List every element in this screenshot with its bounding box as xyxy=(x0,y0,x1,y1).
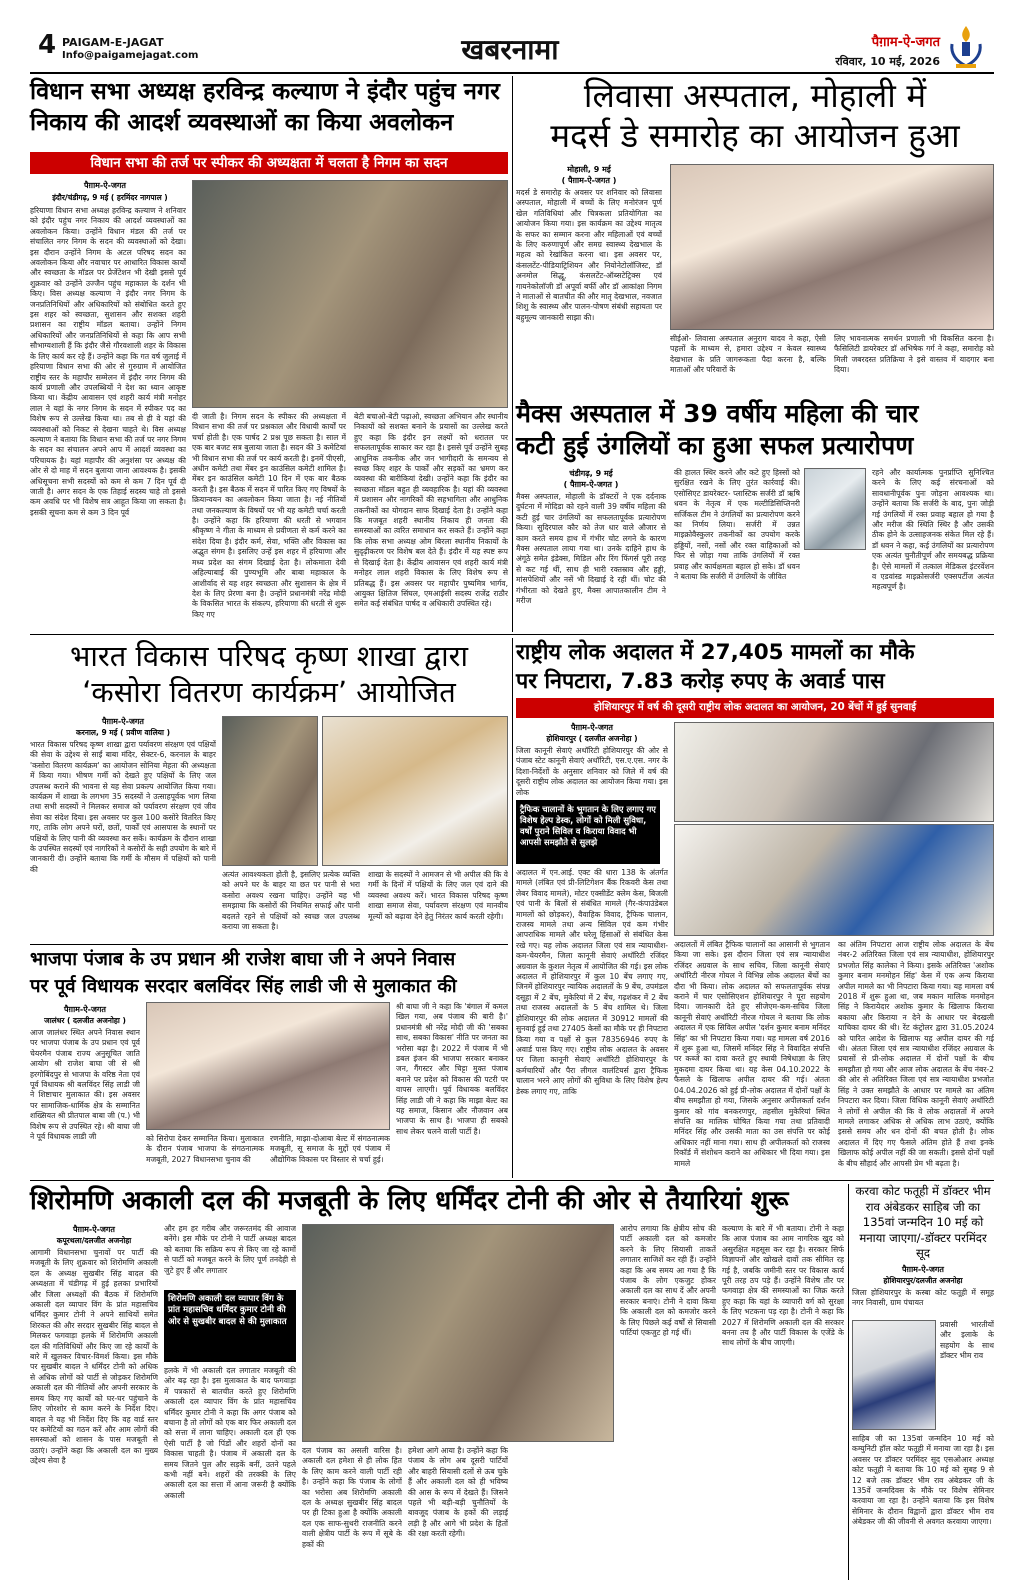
byline: ( पैग़ाम-ऐ-जगत ) xyxy=(563,480,619,489)
story-body-col4: श्री बाघा जी ने कहा कि 'बंगाल में कमल खिल गया, अब पंजाब की बारी है।' प्रधानमंत्री श्री नरेंद्र मोदी जी की 'सबका साथ, सबका विकास' नीति पर जनता का भरोसा बढ़ा है। 2022 में पंजाब में भी डबल इंजन की भाजपा सरकार बनाकर जन, गैंगस्टर और चिट्टा मुक्त पंजाब बनाने पर प्रदेश को विकास की पटरी पर वापस लाएगी। पूर्व विधायक बलविंदर सिंह लाडी जी ने कहा कि माझा बेल्ट का यह समाज, किसान और नौजवान अब भाजपा के साथ है। भाजपा ही सबको साथ लेकर चलने वाली पार्टी है। xyxy=(396,1002,508,1136)
photo-akali-dal xyxy=(302,1224,614,1442)
callout-box: ट्रैफिक चालानों के भुगतान के लिए लगाए गए विशेष हेल्प डेस्क, लोगों को मिली सुविधा, वर्षों पुराने सिविल व किराया विवाद भी आपसी समझौते से सुलझे xyxy=(516,800,660,864)
subhead-bar: विधान सभा की तर्ज पर स्पीकर की अध्यक्षता में चलता है निगम का सदन xyxy=(30,152,508,174)
section-title: खबरनामा xyxy=(461,33,559,66)
column-divider xyxy=(512,76,513,632)
story-body: साहिब जी का 135वां जन्मदिन 10 मई को कम्युनिटी हॉल कोट फतूही में मनाया जा रहा है। इस अवसर पर डॉक्टर परमिंदर सूद एसओआर अध्यक्ष कोट फतूही ने बताया कि 10 मई को सुबह 9 से 12 बजे तक डॉक्टर भीम राव अंबेडकर जी के 135वें जन्मदिवस के मौके पर विशेष सेमिनार करवाया जा रहा है। उन्होंने बताया कि इस विशेष सेमिनार के दौरान विद्वानों द्वारा डॉक्टर भीम राव अंबेडकर जी की जीवनी से अवगत करवाया जाएगा। xyxy=(852,1434,994,1527)
headline: भाजपा पंजाब के उप प्रधान श्री राजेश बाघा जी ने अपने निवास पर पूर्व विधायक सरदार बलविंदर सिंह लाडी जी से मुलाकात की xyxy=(30,949,457,997)
story-body-col3: रहने और कार्यात्मक पुनर्प्राप्ति सुनिश्चित करने के लिए कई संरचनाओं को सावधानीपूर्वक पुनः जोड़ना आवश्यक था। उन्होंने बताया कि सर्जरी के बाद, पुनः जोड़ी गई उंगलियों में रक्त प्रवाह बहाल हो गया है और मरीज की स्थिति स्थिर है और उसकी ठीक होने के उत्साहजनक संकेत मिल रहे हैं। डॉ धवन ने कहा, कई उंगलियों का प्रत्यारोपण एक अत्यंत चुनौतीपूर्ण और समयबद्ध प्रक्रिया है। ऐसे मामलों में तत्काल मेडिकल इंटरवेंशन व एडवांस्ड माइक्रोसर्जरी एक्सपर्टीज अत्यंत महत्वपूर्ण है। xyxy=(872,468,994,592)
story-body-col2: को सिरोपा देकर सम्मानित किया। मुलाकात के दौरान पंजाब भाजपा के संगठनात्मक मजबूती, 2027 विधानसभा चुनाव की xyxy=(146,1134,264,1164)
headline: करवा कोट फतूही में डॉक्टर भीम राव अंबेडकर साहिब जी का 135वां जन्मदिन 10 मई को मनाया जाएगा/-डॉक्टर परमिंदर सूद xyxy=(855,1184,991,1260)
story-ambedkar xyxy=(852,1184,994,1580)
story-body-col2-top: और हम हर गरीब और जरूरतमंद की आवाज बनेंगे। इस मौके पर टोनी ने पार्टी अध्यक्ष बादल को बताया कि सक्रिय रूप से किए जा रहे कामों से पार्टी को मजबूत करने के लिए पूर्ण तनदेही से जुटे हुए हैं और लगातार xyxy=(164,1224,296,1275)
story-mothers-day xyxy=(516,76,994,396)
story-max-hospital xyxy=(516,398,994,632)
story-body-col3: लिए भावनात्मक समर्थन प्रणाली भी विकसित करना है। फैसिलिटी डायरेक्टर डॉ अभिषेक गर्ग ने कहा, समारोह को मिली जबरदस्त प्रतिक्रिया ने इसे वास्तव में यादगार बना दिया। xyxy=(834,334,994,375)
headline: राष्ट्रीय लोक अदालत में 27,405 मामलों का मौके पर निपटारा, 7.83 करोड़ रुपए के अवार्ड पास xyxy=(516,640,915,694)
callout-box: शिरोमणि अकाली दल व्यापार विंग के प्रांत महासचिव धर्मिंदर कुमार टोनी की ओर से सुखबीर बादल से की मुलाकात xyxy=(164,1290,296,1362)
masthead xyxy=(0,0,1024,74)
story-body-col1: हरियाणा विधान सभा अध्यक्ष हरविन्द्र कल्याण ने शनिवार को इंदौर पहुंच नगर निकाय की आदर्श व्यवस्थाओं का अवलोकन किया। उन्होंने विधान मंडल की तर्ज पर संचालित नगर निगम के सदन की व्यवस्थाओं को देखा। इस दौरान उन्होंने निगम के अटल परिषद सदन का अवलोकन किया और नवाचार पर आधारित विकास कार्यों और स्वच्छता के मॉडल पर प्रेजेंटेशन भी देखी इससे पूर्व शुक्रवार को उन्होंने उज्जैन पहुंच महाकाल के दर्शन भी किए। विस अध्यक्ष कल्याण ने इंदौर नगर निगम के जनप्रतिनिधियों और अधिकारियों को संबोधित करते हुए इस शहर को स्वच्छता, सुशासन और सशक्त शहरी प्रशासन का राष्ट्रीय मॉडल बताया। उन्होंने निगम अधिकारियों और जनप्रतिनिधियों से कहा कि आप सभी सौभाग्यशाली हैं कि इंदौर जैसे गौरवशाली शहर के विकास के लिए कार्य कर रहे हैं। उन्होंने कहा कि गत वर्ष जुलाई में हरियाणा विधान सभा की ओर से गुरुग्राम में आयोजित राष्ट्रीय स्तर के महापौर सम्मेलन में इंदौर नगर निगम की कार्य प्रणाली और उपलब्धियों ने देश का ध्यान आकृष्ट किया था। केंद्रीय आवासन एवं शहरी कार्य मंत्री मनोहर लाल ने यहां के नगर निगम के सदन में स्पीकर पद का विशेष रूप से उल्लेख किया था। तब से ही वे यहां की व्यवस्थाओं को निकट से देखना चाहते थे। विस अध्यक्ष कल्याण ने बताया कि विधान सभा की तर्ज पर नगर निगम के सदन का संचालन अपने आप में आदर्श व्यवस्था का परिचायक है। यहां महापौर की अनुशंसा पर अध्यक्ष की ओर से दो माह में सदन बुलाया जाना आवश्यक है। इसकी अधिसूचना सभी सदस्यों को कम से कम 7 दिन पूर्व दी जाती है। अगर सदन के एक तिहाई सदस्य चाहे तो इससे कम अवधि पर भी विशेष सत्र आहूत किया जा सकता है। इसकी सूचना कम से कम 3 दिन पूर्व xyxy=(30,206,186,517)
story-body-col3: दल पंजाब का असली वारिस है। अकाली दल हमेशा से ही लोक हित के लिए काम करने वाली पार्टी रही है। उन्होंने कहा कि पंजाब के लोगों का भरोसा अब शिरोमणि अकाली दल के अध्यक्ष सुखबीर सिंह बादल पर ही टिका हुआ है क्योंकि अकाली दल एक साफ-सुथरी राजनीति करने वाली क्षेत्रीय पार्टी के रूप में सूबे के हकों की xyxy=(302,1446,402,1549)
story-lok-adalat xyxy=(516,638,994,1178)
dateline: करनाल, 9 मई ( प्रवीण वालिया ) xyxy=(75,728,170,737)
story-kasora xyxy=(30,638,508,942)
photo-lok-adalat-2 xyxy=(674,824,994,936)
email-link[interactable]: Info@paigamejagat.com xyxy=(62,50,199,61)
story-body-col2: अत्यंत आवश्यकता होती है, इसलिए प्रत्येक व्यक्ति को अपने घर के बाहर या छत पर पानी से भरा कसोरा अवश्य रखना चाहिए। उन्होंने यह भी समझाया कि कसोरों की नियमित सफाई और पानी बदलते रहने से पक्षियों को स्वच्छ जल उपलब्ध कराया जा सकता है। xyxy=(222,870,360,932)
byline: पैग़ाम-ऐ-जगत xyxy=(73,1225,115,1234)
byline: पैग़ाम-ऐ-जगत xyxy=(571,723,613,732)
page-number: 4 xyxy=(38,30,57,60)
story-akali-dal xyxy=(30,1184,844,1580)
dateline: जालंधर ( दलजीत अजनोहा ) xyxy=(44,1016,126,1025)
headline: भारत विकास परिषद कृष्ण शाखा द्वारा ‘कसोरा वितरण कार्यक्रम’ आयोजित xyxy=(69,639,468,709)
story-body-col3: रणनीति, माझा-दोआबा बेल्ट में संगठनात्मक मजबूती, सू समाज के मुद्दों एवं पंजाब में औद्योगिक विकास पर विस्तार से चर्चा हुई। xyxy=(270,1134,390,1164)
photo-ambedkar xyxy=(852,1320,936,1430)
story-body-col1: मैक्स अस्पताल, मोहाली के डॉक्टरों ने एक दर्दनाक दुर्घटना में मोदिडा को रहने वाली 39 वर्षीय महिला की कटी हुई चार उंगलियों का सफलतापूर्वक प्रत्यारोपण किया। सुदिरपाल कौर को तेज धार वाले औजार से काम करते समय हाथ में गंभीर चोट लगने के कारण मैक्स अस्पताल लाया गया था। उनके दाहिने हाथ के अंगूठे समेत इंडेक्स, मिडिल और रिंग फिंगर्स पूरी तरह से कट गई थीं, साथ ही भारी रक्तस्राव और हड्डी, मांसपेशियों और नसें भी दिखाई दे रही थीं। चोट की गंभीरता को देखते हुए, मैक्स आपातकालीन टीम ने मरीज xyxy=(516,492,666,606)
story-body-col6: कल्याण के बारे में भी बताया। टोनी ने कहा कि आज पंजाब का आम नागरिक खुद को असुरक्षित महसूस कर रहा है। सरकार सिर्फ विज्ञापनों और खोखले दावों तक सीमित रह गई है, जबकि जमीनी स्तर पर विकास कार्य पूरी तरह ठप पड़े हैं। उन्होंने विशेष तौर पर फगवाड़ा क्षेत्र की समस्याओं का जिक्र करते हुए कहा कि यहां के व्यापारी वर्ग को सुरक्षा के लिए भटकना पड़ रहा है। टोनी ने कहा कि 2027 में शिरोमणि अकाली दल की सरकार बनना तय है और पार्टी विकास के एजेंडे के साथ लोगों के बीच जाएगी। xyxy=(722,1224,844,1348)
column-divider xyxy=(848,1184,849,1580)
dateline: इंदौर/चंडीगढ़, 9 मई ( हरमिंदर नागपाल ) xyxy=(52,193,168,202)
story-body-col2: हलके में भी अकाली दल लगातार मजबूती की ओर बढ़ रहा है। इस मुलाकात के बाद फगवाड़ा में पत्रकारों से बातचीत करते हुए शिरोमणि अकाली दल व्यापार विंग के प्रांत महासचिव धर्मिंदर कुमार टोनी ने कहा कि अगर पंजाब को बचाना है तो लोगों को एक बार फिर अकाली दल को सत्ता में लाना चाहिए। अकाली दल ही एक ऐसी पार्टी है जो पिंडों और शहरों दोनों का विकास चाहती है। पंजाब में अकाली दल के समय जितने पुल और सड़कें बनीं, उतने पहले कभी नहीं बने। शहरों की तरक्की के लिए अकाली दल का सत्ता में आना जरूरी है क्योंकि अकाली xyxy=(164,1366,296,1500)
story-body-intro: जिला होशियारपुर के कस्बा कोट फतूही में समूह नगर निवासी, ग्राम पंचायत xyxy=(852,1288,994,1308)
dateline: होशियारपुर/दलजीत अजनोहा xyxy=(883,1276,963,1285)
section-rule xyxy=(30,634,994,635)
story-body-intro: जिला कानूनी सेवाएं अथॉरिटी होशियारपुर की ओर से पंजाब स्टेट कानूनी सेवाएं अथॉरिटी, एस.ए.एस. नगर के दिशा-निर्देशों के अनुसार शनिवार को जिले में वर्ष की दूसरी राष्ट्रीय लोक अदालत का आयोजन किया गया। इस लोक xyxy=(516,746,668,797)
headline: लिवासा अस्पताल, मोहाली में मदर्स डे समारोह का आयोजन हुआ xyxy=(550,76,960,155)
photo-kasora-2 xyxy=(322,716,508,866)
photo-mothers-day xyxy=(670,164,994,330)
photo-lok-adalat-1 xyxy=(674,722,994,822)
story-body-side: प्रवासी भारतीयों और इलाके के सहयोग के साथ डॉक्टर भीम राव xyxy=(940,1320,994,1361)
story-body-col3: का अंतिम निपटारा आज राष्ट्रीय लोक अदालत के बेंच नंबर-2 अतिरिक्त जिला एवं सत्र न्यायाधीश, होशियारपुर प्रभजोत सिंह कालेका ने किया। इसके अतिरिक्त 'अशोक कुमार बनाम मनमोहन सिंह' केस में एक अन्य किराया अपील मामले का भी निपटारा किया गया। यह मामला वर्ष 2018 में शुरू हुआ था, जब मकान मालिक मनमोहन सिंह ने किरायेदार अशोक कुमार के खिलाफ किराया बकाया और किराया न देने के आधार पर बेदखली याचिका दायर की थी। रेंट कंट्रोलर द्वारा 31.05.2024 को पारित आदेश के खिलाफ यह अपील दायर की गई थी। अंततः जिला एवं सत्र न्यायाधीश रजिंदर अग्रवाल के प्रयासों से प्री-लोक अदालत में दोनों पक्षों के बीच समझौता हो गया और आज लोक अदालत के बेंच नंबर-2 की ओर से अतिरिक्त जिला एवं सत्र न्यायाधीश प्रभजोत सिंह ने उक्त समझौते के आधार पर मामले का अंतिम निपटारा कर दिया। जिला विधिक कानूनी सेवाएं अथॉरिटी ने लोगों से अपील की कि वे लोक अदालतों में अपने मामले लगाकर अधिक से अधिक लाभ उठाएं, क्योंकि इससे समय और धन दोनों की बचत होती है। लोक अदालत में दिए गए फैसले अंतिम होते हैं तथा इनके खिलाफ कोई अपील नहीं की जा सकती। इससे दोनों पक्षों के बीच सौहार्द और आपसी प्रेम भी बढ़ता है। xyxy=(838,940,994,1168)
brand-name: PAIGAM-E-JAGAT xyxy=(62,36,164,49)
story-body-col4: हमेशा आगे आया है। उन्होंने कहा कि पंजाब के लोग अब दूसरी पार्टियों और बाहरी सियासी दलों से ऊब चुके हैं और अकाली दल को ही भविष्य की आस के रूप में देखते हैं। जिसने पहले भी बड़ी-बड़ी चुनौतियों के बावजूद पंजाब के हकों की लड़ाई लड़ी है और आगे भी प्रदेश के हितों की रक्षा करती रहेगी। xyxy=(408,1446,508,1539)
issue-date: रविवार, 10 मई, 2026 xyxy=(835,55,940,68)
dateline-place: चंडीगढ़, 9 मई xyxy=(569,469,613,478)
byline: ( पैग़ाम-ऐ-जगत ) xyxy=(561,176,617,185)
story-body-col2: दी जाती है। निगम सदन के स्पीकर की अध्यक्षता में विधान सभा की तर्ज पर प्रश्नकाल और विधायी कार्यों पर चर्चा होती है। एक पार्षद 2 प्रश्न पूछ सकता है। साल में एक बार बजट सत्र बुलाया जाता है। सदन की 3 कमेटियां भी विधान सभा की तर्ज पर कार्य करती है। इनमें पीएसी, अधीन कमेटी तथा मेंबर इन काउंसिल कमेटी शामिल है। मेंबर इन काउंसिल कमेटी 10 दिन में एक बार बैठक करती है। इस बैठक में सदन में पारित किए गए विषयों के क्रियान्वयन का अवलोकन किया जाता है। नई नीतियों तथा जनकल्याण के विषयों पर भी यह कमेटी चर्चा करती है। उन्होंने कहा कि हरियाणा की धरती से भगवान श्रीकृष्ण ने गीता के माध्यम से प्रवीणता से कर्म करने का संदेश दिया है। इंदौर कर्म, सेवा, भक्ति और विकास का अद्भुत संगम है। इसलिए उन्हें इस शहर में हरियाणा और मध्य प्रदेश का संगम दिखाई देता है। लोकमाता देवी अहिल्याबाई की पुण्यभूमि और बाबा महाकाल के आशीर्वाद से यह शहर स्वच्छता और सुशासन के क्षेत्र में देश के लिए प्रेरणा बना है। उन्होंने प्रधानमंत्री नरेंद्र मोदी के विकसित भारत के संकल्प, हरियाणा की धरती से शुरू किए गए xyxy=(192,412,346,619)
story-body-col1: आगामी विधानसभा चुनावों पर पार्टी की मजबूती के लिए शुक्रवार को शिरोमणि अकाली दल के अध्यक्ष सुखबीर सिंह बादल की अध्यक्षता में चंडीगढ़ में हुई हलका प्रभारियों और जिला अध्यक्षों की बैठक में शिरोमणि अकाली दल व्यापार विंग के प्रांत महासचिव धर्मिंदर कुमार टोनी ने अपने साथियों समेत शिरकत की और सरदार सुखबीर सिंह बादल से मिलकर फगवाड़ा हलके में शिरोमणि अकाली दल की गतिविधियों और किए जा रहे कार्यों के बारे में खुलकर विचार-विमर्श किया। इस मौके पर सुखबीर बादल ने धर्मिंदर टोनी को अधिक से अधिक लोगों को पार्टी से जोड़कर शिरोमणि अकाली दल की नीतियों और अपनी सरकार के समय किए गए कार्यों को घर-घर पहुंचाने के लिए जोरशोर से काम करने के निर्देश दिए। बादल ने यह भी निर्देश दिए कि वह वार्ड स्तर पर कमेटियों का गठन करें और आम लोगों की समस्याओं को शासन के पास मजबूती से उठाएं। उन्होंने कहा कि अकाली दल का मुख्य उद्देश्य सेवा है xyxy=(30,1248,158,1466)
story-body-col1: अदालत में एन.आई. एक्ट की धारा 138 के अंतर्गत मामले (लंबित एवं प्री-लिटिगेशन बैंक रिकवरी केस तथा लेबर विवाद मामले), मोटर एक्सीडेंट क्लेम केस, बिजली एवं पानी के बिलों से संबंधित मामले (गैर-कंपाउंडेबल मामलों को छोड़कर), वैवाहिक विवाद, ट्रैफिक चालान, राजस्व मामले तथा अन्य सिविल एवं कम गंभीर आपराधिक मामले और घरेलू हिंसाओं से संबंधित केस रखे गए। यह लोक अदालत जिला एवं सत्र न्यायाधीश-कम-चेयरमैन, जिला कानूनी सेवाएं अथॉरिटी रजिंदर अग्रवाल के कुशल नेतृत्व में आयोजित की गई। इस लोक अदालत में होशियारपुर में कुल 10 बेंच लगाए गए, जिनमें होशियारपुर न्यायिक अदालतों के 9 बेंच, उपमंडल दसूहा में 2 बेंच, मुकेरियां में 2 बेंच, गढ़शंकर में 2 बेंच तथा राजस्व अदालतों के 5 बेंच शामिल थे। जिला होशियारपुर की लोक अदालत में 30912 मामलों की सुनवाई हुई तथा 27405 केसों का मौके पर ही निपटारा किया गया व पक्षों से कुल 78356946 रुपए के अवार्ड पास किए गए। राष्ट्रीय लोक अदालत के अवसर पर जिला कानूनी सेवाएं अथॉरिटी होशियारपुर के कर्मचारियों और पैरा लीगल वालंटियर्स द्वारा ट्रैफिक चालान भरने आए लोगों की सुविधा के लिए विशेष हेल्प डेस्क लगाए गए, ताकि xyxy=(516,868,668,1096)
story-body-col2: सीईओ- लिवासा अस्पताल अनुराग यादव ने कहा, ऐसी पहलों के माध्यम से, हमारा उद्देश्य न केवल स्वास्थ्य देखभाल के प्रति जागरूकता पैदा करना है, बल्कि माताओं और परिवारों के xyxy=(670,334,826,375)
byline: पैग़ाम-ऐ-जगत xyxy=(102,717,144,726)
column-divider xyxy=(512,638,513,1178)
story-body-col5: आरोप लगाया कि क्षेत्रीय सोच की पार्टी अकाली दल को कमजोर करने के लिए सियासी ताकतें लगातार साजिशें कर रही हैं। उन्होंने कहा कि अब समय आ गया है कि पंजाब के लोग एकजुट होकर अकाली दल का साथ दें और अपनी सरकार बनाएं। टोनी ने दावा किया कि अकाली दल को कमजोर करने के लिए पिछले कई वर्षों से सियासी पार्टियां एकजुट हो गई थीं। xyxy=(620,1224,716,1338)
story-body-col3: बेटी बचाओ-बेटी पढ़ाओ, स्वच्छता अभियान और स्थानीय निकायों को सशक्त बनाने के प्रयासों का उल्लेख करते हुए कहा कि इंदौर इन लक्ष्यों को धरातल पर सफलतापूर्वक साकार कर रहा है। इससे पूर्व उन्होंने सुबह आधुनिक तकनीक और जन भागीदारी के समन्वय से स्वच्छ किए शहर के पार्कों और सड़कों का भ्रमण कर व्यवस्था की बारीकियां देखी। उन्होंने कहा कि इंदौर का स्वच्छता मॉडल बहुत ही व्यवहारिक है। यहां की व्यवस्था में प्रशासन और नागरिकों की सहभागिता और आधुनिक तकनीकों का योगदान साफ दिखाई देता है। उन्होंने कहा कि मजबूत शहरी स्थानीय निकाय ही जनता की समस्याओं का त्वरित समाधान कर सकते हैं। उन्होंने कहा कि लोक सभा अध्यक्ष ओम बिरला स्थानीय निकायों के सुदृढ़ीकरण पर विशेष बल देते हैं। इंदौर में यह स्पष्ट रूप से दिखाई देता है। केंद्रीय आवासन एवं शहरी कार्य मंत्री मनोहर लाल शहरी विकास के लिए विशेष रूप से प्रतिबद्ध हैं। इस अवसर पर महापौर पुष्यमित्र भार्गव, आयुक्त क्षितिज सिंघल, एमआईसी सदस्य राजेंद्र राठौर समेत कई संबंधित पार्षद व अधिकारी उपस्थित रहे। xyxy=(354,412,508,609)
section-rule xyxy=(30,944,508,945)
story-bjp-meeting xyxy=(30,946,508,1178)
photo-bjp-meeting xyxy=(146,1002,390,1130)
story-body-col1: भारत विकास परिषद कृष्ण शाखा द्वारा पर्यावरण संरक्षण एवं पक्षियों की सेवा के उद्देश्य से साईं बाबा मंदिर, सेक्टर-6, करनाल के बाहर 'कसोरा वितरण कार्यक्रम' का आयोजन सोनिया मेहता की अध्यक्षता में किया गया। भीषण गर्मी को देखते हुए पक्षियों के लिए जल उपलब्ध कराने की भावना से यह सेवा प्रकल्प आयोजित किया गया। कार्यक्रम में शाखा के लगभग 35 सदस्यों ने उत्साहपूर्वक भाग लिया तथा सभी सदस्यों ने मिलकर समाज को पर्यावरण संरक्षण एवं जीव सेवा का संदेश दिया। इस अवसर पर कुल 100 कसोरे वितरित किए गए, ताकि लोग अपने घरों, छतों, पार्कों एवं आसपास के स्थानों पर पक्षियों के लिए पानी की व्यवस्था कर सकें। कार्यक्रम के दौरान शाखा के उपस्थित सदस्यों एवं नागरिकों ने कसोरों के सही उपयोग के बारे में जानकारी दी। उन्होंने बताया कि गर्मी के मौसम में पक्षियों को पानी की xyxy=(30,740,216,874)
photo-kasora-1 xyxy=(222,716,318,866)
byline: पैग़ाम-ऐ-जगत xyxy=(84,181,126,190)
masthead-rule xyxy=(30,72,994,74)
byline: पैग़ाम-ऐ-जगत xyxy=(64,1005,106,1014)
story-speaker-indore xyxy=(30,76,508,716)
photo-speaker-indore xyxy=(192,180,508,408)
torch-logo-icon xyxy=(946,24,986,70)
brand-hindi: पैग़ाम-ऐ-जगत xyxy=(871,35,940,50)
dateline-place: मोहाली, 9 मई xyxy=(567,165,611,174)
subhead-bar: होशियारपुर में वर्ष की दूसरी राष्ट्रीय लोक अदालत का आयोजन, 20 बेंचों में हुई सुनवाई xyxy=(516,698,994,718)
headline: विधान सभा अध्यक्ष हरविन्द्र कल्याण ने इंदौर पहुंच नगर निकाय की आदर्श व्यवस्थाओं का किया अवलोकन xyxy=(30,77,500,136)
photo-doctor xyxy=(804,468,866,550)
byline: पैग़ाम-ऐ-जगत xyxy=(902,1265,944,1274)
dateline: होशियारपुर ( दलजीत अजनोहा ) xyxy=(546,734,638,743)
story-body-col1: मदर्स डे समारोह के अवसर पर शनिवार को लिवासा अस्पताल, मोहाली में बच्चों के लिए मनोरंजन पूर्ण खेल गतिविधियां और चित्रकला प्रतियोगिता का आयोजन किया गया। इस कार्यक्रम का उद्देश्य मातृत्व के सफर का सम्मान करना और महिलाओं एवं बच्चों के लिए करुणापूर्ण और समग्र स्वास्थ्य देखभाल के महत्व को रेखांकित करना था। इस अवसर पर, कंसलटेंट-पीडियाट्रिशियन और नियोनेटोलॉजिस्ट, डॉ अनमोल सिद्धू, कंसलटेंट-ऑब्सटेट्रिक्स एवं गायनेकोलॉजी डॉ अपूर्वा बर्फी और डॉ आकांक्षा निगम ने माताओं से बातचीत की और मातृ देखभाल, नवजात शिशु के स्वास्थ्य और पालन-पोषण संबंधी सहायता पर बहुमूल्य जानकारी साझा की। xyxy=(516,188,662,322)
section-rule xyxy=(30,1180,994,1181)
headline: मैक्स अस्पताल में 39 वर्षीय महिला की चार कटी हुई उंगलियों का हुआ सफल प्रत्यारोपण xyxy=(516,399,919,460)
story-body-col2: की हालत स्थिर करने और कटे हुए हिस्सों को सुरक्षित रखने के लिए तुरंत कार्रवाई की। एसोसिएट डायरेक्टर- प्लास्टिक सर्जरी डॉ ऋषि धवन के नेतृत्व में एक मल्टीडिसिप्लिनरी सर्जिकल टीम ने उंगलियों का प्रत्यारोपण करने का निर्णय लिया। सर्जरी में उन्नत माइक्रोवैस्कुलर तकनीकों का उपयोग करके हड्डियों, नसों, नसों और रक्त वाहिकाओं को फिर से जोड़ा गया ताकि उंगलियों में रक्त प्रवाह और कार्यक्षमता बहाल हो सके। डॉ धवन ने बताया कि सर्जरी में उंगलियों के जीवित xyxy=(674,468,800,582)
story-body-col3: शाखा के सदस्यों ने आमजन से भी अपील की कि वे गर्मी के दिनों में पक्षियों के लिए जल एवं दाने की व्यवस्था अवश्य करें। भारत विकास परिषद कृष्ण शाखा समाज सेवा, पर्यावरण संरक्षण एवं मानवीय मूल्यों को बढ़ावा देने हेतु निरंतर कार्य करती रहेगी। xyxy=(368,870,508,921)
story-body-col2: अदालतों में लंबित ट्रैफिक चालानों का आसानी से भुगतान किया जा सके। इस दौरान जिला एवं सत्र न्यायाधीश रजिंदर अग्रवाल के साथ सचिव, जिला कानूनी सेवाएं अथॉरिटी नीरज गोयल ने विभिन्न लोक अदालत बेंचों का दौरा भी किया। लोक अदालत को सफलतापूर्वक संपन्न कराने में चार एसोसिएशन होशियारपुर ने पूरा सहयोग दिया। जानकारी देते हुए सीजेएम-कम-सचिव जिला कानूनी सेवाएं अथॉरिटी नीरज गोयल ने बताया कि लोक अदालत में एक सिविल अपील 'दर्शन कुमार बनाम मनिंदर सिंह' का भी निपटारा किया गया। यह मामला वर्ष 2016 में शुरू हुआ था, जिसमें मनिंदर सिंह ने विवादित संपत्ति पर कब्जे का दावा करते हुए स्थायी निषेधाज्ञा के लिए मुकदमा दायर किया था। यह केस 04.10.2022 के फैसले के खिलाफ अपील दायर की गई। अंततः 04.04.2026 को हुई प्री-लोक अदालत में दोनों पक्षों के बीच समझौता हो गया, जिसके अनुसार अपीलकर्ता दर्शन कुमार को गांव बनकरणपुर, तहसील मुकेरियां स्थित संपत्ति का मालिक घोषित किया गया तथा प्रतिवादी मनिंदर सिंह और उसकी माता का उस संपत्ति पर कोई अधिकार नहीं माना गया। साथ ही अपीलकर्ता को राजस्व रिकॉर्ड में संशोधन कराने का अधिकार भी दिया गया। इस मामले xyxy=(674,940,830,1168)
story-body-col1: आज जालंधर स्थित अपने निवास स्थान पर भाजपा पंजाब के उप प्रधान एवं पूर्व चेयरमैन पंजाब राज्य अनुसूचित जाति आयोग श्री राजेश बाघा जी से श्री हरगोबिंदपुर से भाजपा के वरिष्ठ नेता एवं पूर्व विधायक श्री बलविंदर सिंह लाडी जी ने शिष्टाचार मुलाकात की। इस अवसर पर सामाजिक-धार्मिक क्षेत्र के सम्मानित शख्सियत श्री प्रीतपाल बाबा जी (प.) भी विशेष रूप से उपस्थित रहे। श्री बाघा जी ने पूर्व विधायक लाडी जी xyxy=(30,1028,140,1142)
dateline: कपूरथला/दलजीत अजनोहा xyxy=(56,1236,132,1245)
headline: शिरोमणि अकाली दल की मजबूती के लिए धर्मिंदर टोनी की ओर से तैयारियां शुरू xyxy=(30,1186,789,1216)
